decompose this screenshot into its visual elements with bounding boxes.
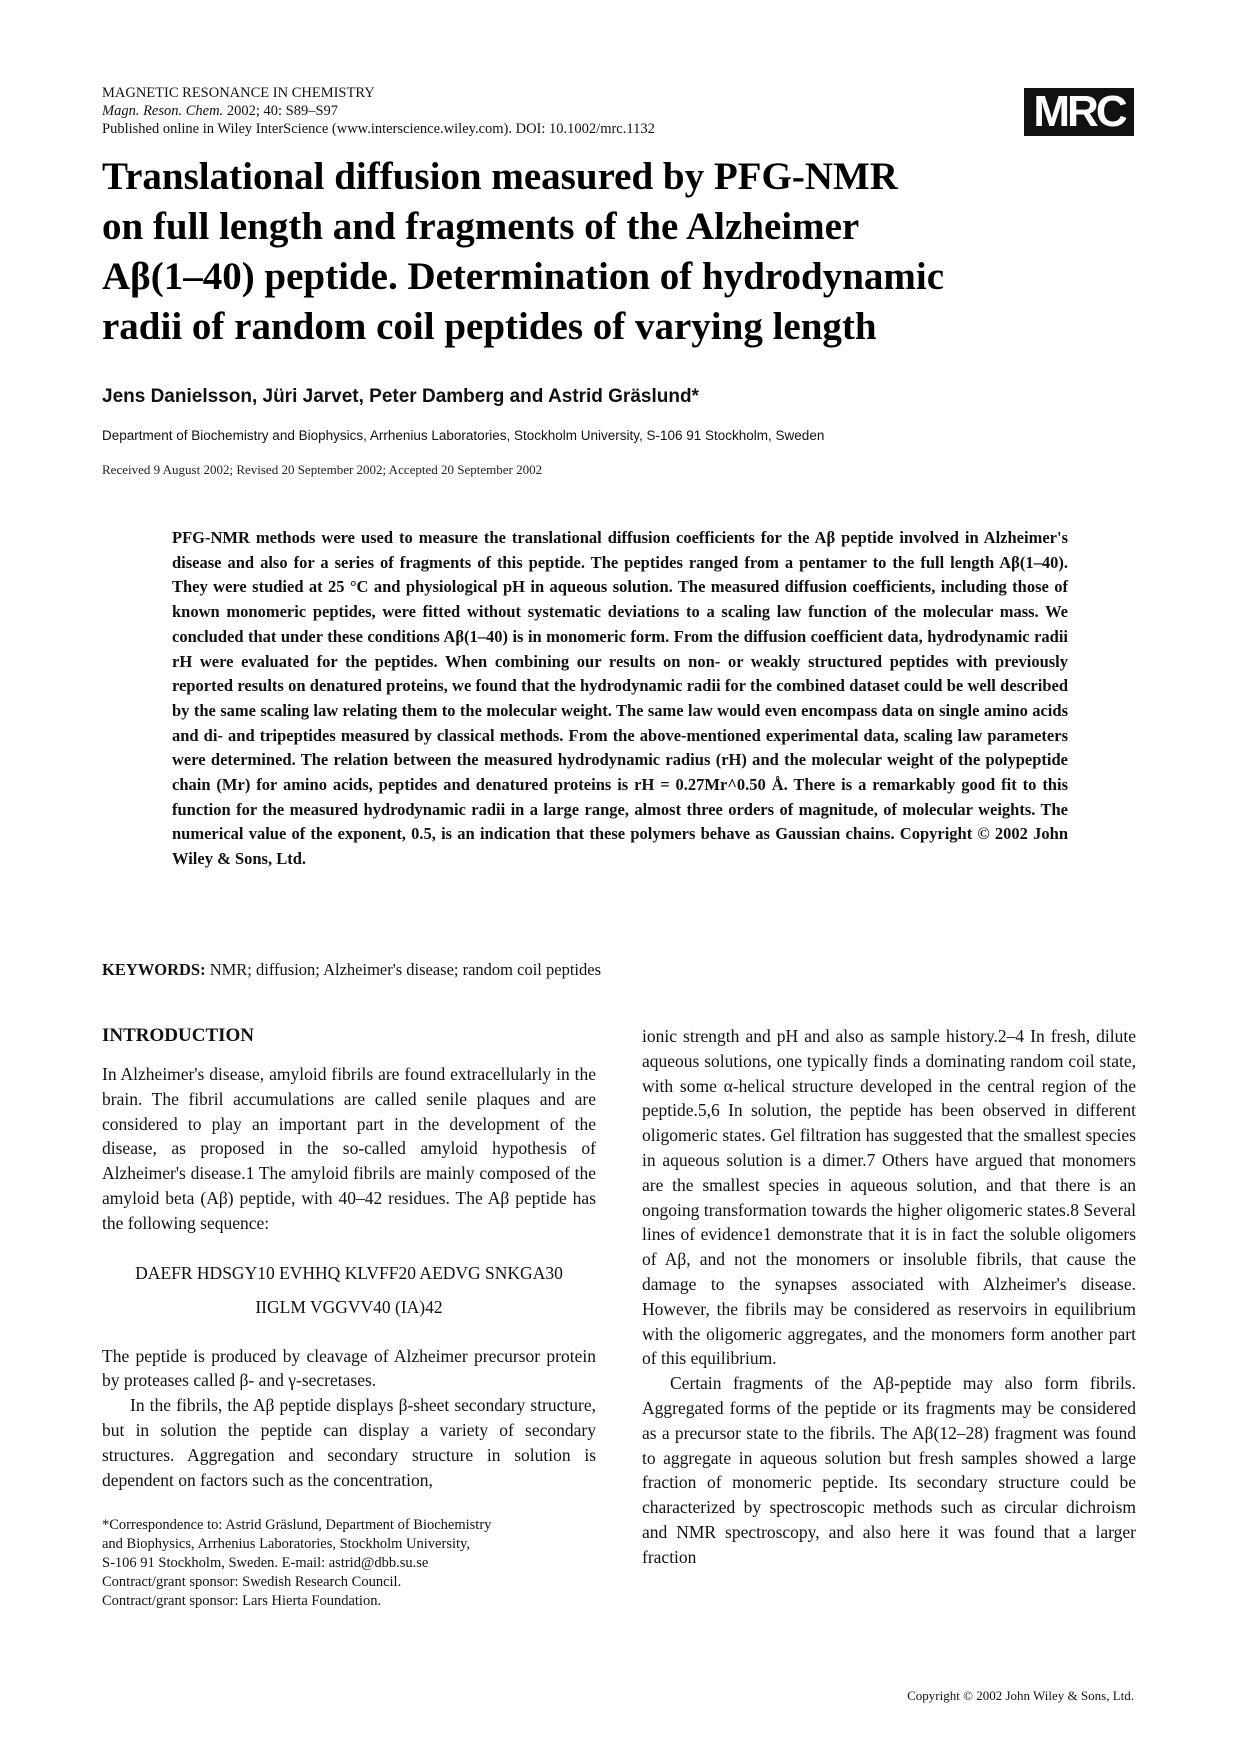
citation: [102, 102, 655, 120]
received-dates: Received 9 August 2002; Revised 20 September 2002; Accepted 20 September 2002: [102, 462, 543, 477]
paragraph: In Alzheimer's disease, amyloid fibrils are found extracellularly in the brain. The fibril accumulations are called senile plaques and are considered to play an important part in the development of the disease, as proposed in the so-called amyloid hypothesis of Alzheimer's disease.1 The amyloid fibrils are mainly composed of the amyloid beta (Aβ) peptide, with 40–42 residues. The Aβ peptide has the following sequence:: [102, 1064, 596, 1233]
correspondence-footnote: [102, 1516, 602, 1611]
left-column: [102, 1024, 596, 1492]
affiliation: Department of Biochemistry and Biophysics, Arrhenius Laboratories, Stockholm University, S-106 91 Stockholm, Sweden: [102, 428, 825, 443]
sequence-line-1: DAEFR HDSGY10 EVHHQ KLVFF20 AEDVG SNKGA30: [135, 1262, 563, 1283]
abstract: [172, 526, 1068, 872]
published-line: Published online in Wiley InterScience (www.interscience.wiley.com). DOI: 10.1002/mrc.1132: [102, 121, 655, 137]
right-column: [642, 1024, 1136, 1570]
section-heading-introduction: INTRODUCTION: [102, 1025, 255, 1046]
paragraph: Certain fragments of the Aβ-peptide may also form fibrils. Aggregated forms of the peptide or its fragments may be considered as a precursor state to the fibrils. The Aβ(12–28) fragment was found to aggregate in aqueous solution but fresh samples showed a large fraction of monomeric peptide. Its secondary structure could be characterized by spectroscopic methods such as circular dichroism and NMR spectroscopy, and also here it was found that a larger fraction: [642, 1373, 1136, 1567]
footnote-line: and Biophysics, Arrhenius Laboratories, Stockholm University,: [102, 1536, 470, 1552]
page-copyright: Copyright © 2002 John Wiley & Sons, Ltd.: [907, 1688, 1134, 1703]
journal-name: MAGNETIC RESONANCE IN CHEMISTRY: [102, 85, 375, 101]
authors: Jens Danielsson, Jüri Jarvet, Peter Damberg and Astrid Gräslund*: [102, 386, 699, 407]
paragraph: In the fibrils, the Aβ peptide displays β-sheet secondary structure, but in solution the peptide can display a variety of secondary structures. Aggregation and secondary structure in solution is dependent on factors such as the concentration,: [102, 1395, 596, 1490]
journal-header: [102, 84, 655, 138]
footnote-line: *Correspondence to: Astrid Gräslund, Department of Biochemistry: [102, 1517, 492, 1533]
footnote-line: S-106 91 Stockholm, Sweden. E-mail: astrid@dbb.su.se: [102, 1555, 429, 1571]
title-line: radii of random coil peptides of varying length: [102, 305, 877, 348]
peptide-sequence: [102, 1256, 596, 1324]
citation-abbrev: Magn. Reson. Chem.: [102, 103, 224, 119]
footnote-line: Contract/grant sponsor: Lars Hierta Foundation.: [102, 1593, 382, 1609]
paragraph: The peptide is produced by cleavage of Alzheimer precursor protein by proteases called β- and γ-secretases.: [102, 1345, 596, 1391]
journal-logo: MRC: [1024, 88, 1134, 136]
paragraph: ionic strength and pH and also as sample history.2–4 In fresh, dilute aqueous solutions, one typically finds a dominating random coil state, with some α-helical structure developed in the central region of the peptide.5,6 In solution, the peptide has been observed in different oligomeric states. Gel filtration has suggested that the smallest species in aqueous solution is a dimer.7 Others have argued that monomers are the smallest species in aqueous solution, and that there is an ongoing transformation towards the higher oligomeric states.8 Several lines of evidence1 demonstrate that it is in fact the soluble oligomers of Aβ, and not the monomers or insoluble fibrils, that cause the damage to the synapses associated with Alzheimer's disease. However, the fibrils may be considered as reservoirs in equilibrium with the oligomeric aggregates, and the monomers form another part of this equilibrium.: [642, 1026, 1136, 1369]
title-line: on full length and fragments of the Alzheimer: [102, 205, 860, 248]
footnote-line: Contract/grant sponsor: Swedish Research Council.: [102, 1574, 402, 1590]
article-title: [102, 152, 1092, 352]
keywords: [102, 960, 601, 980]
title-line: Aβ(1–40) peptide. Determination of hydrodynamic: [102, 255, 945, 298]
abstract-text: PFG-NMR methods were used to measure the translational diffusion coefficients for the Aβ peptide involved in Alzheimer's disease and also for a series of fragments of this peptide. The peptides ranged from a pentamer to the full length Aβ(1–40). They were studied at 25 °C and physiological pH in aqueous solution. The measured diffusion coefficients, including those of known monomeric peptides, were fitted without systematic deviations to a scaling law function of the molecular mass. We concluded that under these conditions Aβ(1–40) is in monomeric form. From the diffusion coefficient data, hydrodynamic radii rH were evaluated for the peptides. When combining our results on non- or weakly structured peptides with previously reported results on denatured proteins, we found that the hydrodynamic radii for the combined dataset could be well described by the same scaling law relating them to the molecular weight. The same law would even encompass data on single amino acids and di- and tripeptides measured by classical methods. From the above-mentioned experimental data, scaling law parameters were determined. The relation between the measured hydrodynamic radius (rH) and the molecular weight of the polypeptide chain (Mr) for amino acids, peptides and denatured proteins is rH = 0.27Mr^0.50 Å. There is a remarkably good fit to this function for the measured hydrodynamic radii in a large range, almost three orders of magnitude, of molecular weights. The numerical value of the exponent, 0.5, is an indication that these polymers behave as Gaussian chains. Copyright © 2002 John Wiley & Sons, Ltd.: [172, 528, 1068, 869]
keywords-text: NMR; diffusion; Alzheimer's disease; random coil peptides: [205, 960, 601, 979]
citation-rest: 2002; 40: S89–S97: [223, 103, 339, 119]
keywords-label: KEYWORDS:: [102, 960, 206, 979]
title-line: Translational diffusion measured by PFG-NMR: [102, 155, 898, 198]
sequence-line-2: IIGLM VGGVV40 (IA)42: [255, 1296, 443, 1317]
